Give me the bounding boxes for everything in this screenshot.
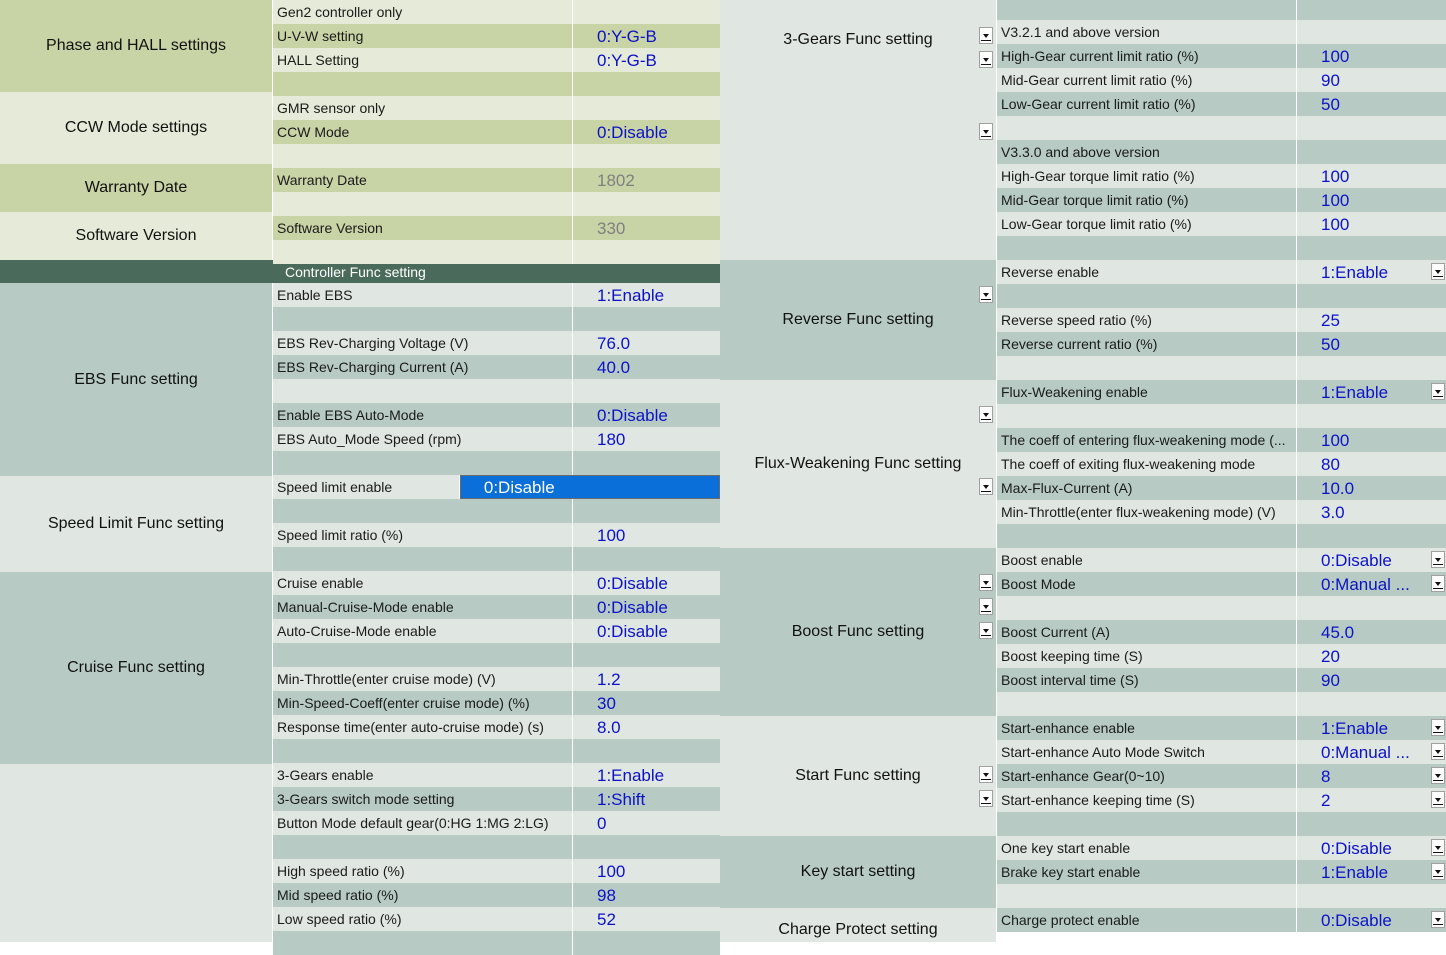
dropdown-arrow-icon[interactable] [1431,575,1445,592]
param-value [1297,116,1446,140]
param-label: U-V-W setting [273,24,573,48]
param-label: HALL Setting [273,48,573,72]
param-select[interactable]: 0:Disable [1321,911,1392,930]
section-label: Charge Protect setting [778,921,938,938]
param-label [273,835,573,859]
param-label: Response time(enter auto-cruise mode) (s) [273,715,573,739]
param-value[interactable]: 90 [1321,71,1340,90]
param-label: Mid-Gear torque limit ratio (%) [997,188,1297,212]
param-label [997,692,1297,716]
param-select[interactable]: 0:Disable [460,475,720,499]
param-row-empty [997,692,1446,716]
param-value [573,0,720,24]
param-row-empty [273,144,720,168]
param-label: 3-Gears enable [273,763,573,787]
param-value [573,240,720,264]
param-label [273,451,573,475]
param-row-manual-cruise-mode-enable [273,595,720,619]
dropdown-arrow-icon[interactable] [979,478,993,495]
dropdown-arrow-icon[interactable] [979,598,993,615]
param-value[interactable]: 100 [1321,167,1350,186]
param-label: Boost interval time (S) [997,668,1297,692]
section-label: 3-Gears Func setting [783,31,933,48]
param-select[interactable]: 1:Enable [1321,383,1389,402]
param-label: Auto-Cruise-Mode enable [273,619,573,643]
dropdown-arrow-icon[interactable] [979,27,993,44]
param-row-empty [997,356,1446,380]
param-value [573,451,720,475]
param-row-min-speed-coeff-enter-cruise-mode [273,691,720,715]
param-row-low-gear-current-limit-ratio [997,92,1446,116]
param-label: Reverse speed ratio (%) [997,308,1297,332]
param-label [273,931,573,955]
param-label: Reverse current ratio (%) [997,332,1297,356]
param-label: EBS Rev-Charging Voltage (V) [273,331,573,355]
section-label: CCW Mode settings [64,119,208,136]
param-row-empty [273,499,720,523]
param-label: Min-Speed-Coeff(enter cruise mode) (%) [273,691,573,715]
param-row-empty [997,236,1446,260]
param-label: Button Mode default gear(0:HG 1:MG 2:LG) [273,811,573,835]
param-label: Enable EBS [273,283,573,307]
param-select[interactable]: 2 [1321,791,1331,810]
param-row-start-enhance-gear-0-10 [997,764,1446,788]
param-row-speed-limit-ratio [273,523,720,547]
param-label: Start-enhance keeping time (S) [997,788,1297,812]
param-value[interactable]: 1.2 [597,670,621,689]
param-label: Speed limit ratio (%) [273,523,573,547]
param-label [273,379,573,403]
param-row-high-speed-ratio [273,859,720,883]
param-label [997,284,1297,308]
param-label: High-Gear torque limit ratio (%) [997,164,1297,188]
param-label: Mid speed ratio (%) [273,883,573,907]
section-start [720,716,997,836]
param-row-empty [273,739,720,763]
param-row-mid-speed-ratio [273,883,720,907]
section-phase-hall [0,0,273,92]
param-label: EBS Auto_Mode Speed (rpm) [273,427,573,451]
header-label: Controller Func setting [285,263,426,280]
param-select[interactable]: 0:Disable [597,406,668,425]
param-row-charge-protect-enable [997,908,1446,932]
param-row-high-gear-current-limit-ratio [997,44,1446,68]
param-row-u-v-w-setting [273,24,720,48]
param-value [573,643,720,667]
param-value[interactable]: 100 [1321,431,1350,450]
param-label: Start-enhance Auto Mode Switch [997,740,1297,764]
param-select[interactable]: 0:Manual ... [1321,575,1410,594]
param-label [997,524,1297,548]
param-label [997,116,1297,140]
param-row-empty [997,812,1446,836]
param-label: Cruise enable [273,571,573,595]
dropdown-arrow-icon[interactable] [1431,839,1445,856]
param-row-v3-2-1-and-above-version [997,20,1446,44]
param-row-ebs-auto-mode-speed-rpm [273,427,720,451]
param-label: Min-Throttle(enter flux-weakening mode) (V) [997,500,1297,524]
param-select[interactable]: 1:Enable [1321,719,1389,738]
param-row-boost-interval-time-s [997,668,1446,692]
param-label: High speed ratio (%) [273,859,573,883]
section-ebs [0,283,273,476]
param-row-ebs-rev-charging-current-a [273,355,720,379]
param-row-enable-ebs [273,283,720,307]
param-select[interactable]: 0:Disable [1321,839,1392,858]
section-label: Software Version [75,227,197,244]
param-value [1297,884,1446,908]
section-three-gears [720,0,997,260]
param-row-start-enhance-enable [997,716,1446,740]
param-value[interactable]: 10.0 [1321,479,1355,498]
dropdown-arrow-icon[interactable] [1431,911,1445,928]
param-row-software-version [273,216,720,240]
param-label [273,144,573,168]
param-row-3-gears-enable [273,763,720,787]
param-value[interactable]: 76.0 [597,334,631,353]
param-label: Mid-Gear current limit ratio (%) [997,68,1297,92]
param-row-boost-mode [997,572,1446,596]
param-select[interactable]: 1:Enable [1321,263,1389,282]
param-label [273,643,573,667]
param-value[interactable]: 25 [1321,311,1340,330]
param-select[interactable]: 0:Disable [597,598,668,617]
param-row-one-key-start-enable [997,836,1446,860]
param-row-response-time-enter-auto-cruise-mode-s [273,715,720,739]
param-value [1297,236,1446,260]
param-label [273,192,573,216]
section-label: Warranty Date [84,179,188,196]
param-value[interactable]: 100 [597,526,626,545]
param-row-the-coeff-of-entering-flux-weakening-mode [997,428,1446,452]
param-label [997,884,1297,908]
param-label: CCW Mode [273,120,573,144]
param-value[interactable]: 100 [1321,191,1350,210]
section-label: Flux-Weakening Func setting [754,455,962,472]
param-row-ebs-rev-charging-voltage-v [273,331,720,355]
param-row-empty [997,404,1446,428]
dropdown-arrow-icon[interactable] [979,286,993,303]
param-row-enable-ebs-auto-mode [273,403,720,427]
param-value [573,931,720,955]
section-cruise [0,572,273,764]
param-label [273,72,573,96]
param-row-empty [273,547,720,571]
param-row-empty [273,931,720,955]
param-row-reverse-current-ratio [997,332,1446,356]
section-label: EBS Func setting [74,370,198,388]
param-value[interactable]: 80 [1321,455,1340,474]
section-label: Reverse Func setting [782,311,934,328]
dropdown-arrow-icon[interactable] [1431,383,1445,400]
param-value[interactable]: 100 [597,862,626,881]
param-value [1297,356,1446,380]
param-row-3-gears-switch-mode-setting [273,787,720,811]
param-value[interactable]: 90 [1321,671,1340,690]
param-row-flux-weakening-enable [997,380,1446,404]
param-value [573,72,720,96]
param-select[interactable]: 8 [1321,767,1331,786]
section-speed-limit [0,476,273,572]
param-row-empty [273,307,720,331]
param-value [1297,20,1446,44]
param-row-ccw-mode [273,120,720,144]
param-label [997,236,1297,260]
param-value[interactable]: 45.0 [1321,623,1355,642]
param-select[interactable]: 0:Manual ... [1321,743,1410,762]
dropdown-arrow-icon[interactable] [1431,719,1445,736]
param-label: Start-enhance enable [997,716,1297,740]
param-row-v3-3-0-and-above-version [997,140,1446,164]
param-label: Boost keeping time (S) [997,644,1297,668]
section-warranty [0,164,273,212]
param-value [573,739,720,763]
param-value [573,307,720,331]
param-value [1297,0,1446,20]
param-row-empty [273,451,720,475]
section-boost [720,548,997,716]
param-row-cruise-enable [273,571,720,595]
param-label: One key start enable [997,836,1297,860]
param-label [997,356,1297,380]
param-row-boost-current-a [997,620,1446,644]
param-label [997,812,1297,836]
param-label [997,0,1297,20]
section-label: Cruise Func setting [67,659,205,676]
param-label: Warranty Date [273,168,573,192]
param-row-brake-key-start-enable [997,860,1446,884]
param-value [1297,284,1446,308]
param-select[interactable]: 0:Disable [1321,551,1392,570]
param-row-start-enhance-auto-mode-switch [997,740,1446,764]
param-value[interactable]: 50 [1321,95,1340,114]
param-select[interactable]: 0:Disable [597,574,668,593]
param-row-mid-gear-current-limit-ratio [997,68,1446,92]
param-value[interactable]: 20 [1321,647,1340,666]
dropdown-arrow-icon[interactable] [979,123,993,140]
param-label: 3-Gears switch mode setting [273,787,573,811]
param-row-low-speed-ratio [273,907,720,931]
param-select[interactable]: 1:Enable [597,766,665,785]
dropdown-arrow-icon[interactable] [1431,743,1445,760]
param-row-empty [273,835,720,859]
dropdown-arrow-icon[interactable] [979,406,993,423]
param-row-reverse-enable [997,260,1446,284]
param-label: Low-Gear torque limit ratio (%) [997,212,1297,236]
param-row-empty [273,379,720,403]
param-row-the-coeff-of-exiting-flux-weakening-mode [997,452,1446,476]
param-label: The coeff of exiting flux-weakening mode [997,452,1297,476]
param-label: The coeff of entering flux-weakening mode (... [997,428,1297,452]
param-select[interactable]: 1:Shift [597,790,646,809]
param-label: Software Version [273,216,573,240]
param-value[interactable]: 100 [1321,47,1350,66]
param-row-start-enhance-keeping-time-s [997,788,1446,812]
param-value [1297,812,1446,836]
param-row-empty [997,116,1446,140]
param-label: V3.3.0 and above version [997,140,1297,164]
param-label: Start-enhance Gear(0~10) [997,764,1297,788]
param-label: Min-Throttle(enter cruise mode) (V) [273,667,573,691]
param-label: Brake key start enable [997,860,1297,884]
section-label: Start Func setting [795,767,921,784]
param-select[interactable]: 0:Y-G-B [597,27,657,46]
param-row-gmr-sensor-only [273,96,720,120]
section-flux-weakening [720,380,997,548]
param-row-warranty-date [273,168,720,192]
param-row-boost-enable [997,548,1446,572]
param-row-empty [997,524,1446,548]
param-label: Flux-Weakening enable [997,380,1297,404]
param-value[interactable]: 98 [597,886,616,905]
param-value [573,499,720,523]
param-value[interactable]: 0 [597,814,607,833]
param-label: V3.2.1 and above version [997,20,1297,44]
dropdown-arrow-icon[interactable] [979,574,993,591]
param-label [997,596,1297,620]
param-value [573,379,720,403]
param-value[interactable]: 180 [597,430,626,449]
dropdown-arrow-icon[interactable] [1431,263,1445,280]
section-ccw-mode [0,92,273,164]
section-software [0,212,273,260]
param-row-empty [273,240,720,264]
param-select[interactable]: 0:Disable [597,622,668,641]
param-select[interactable]: 1:Enable [1321,863,1389,882]
param-label [273,739,573,763]
param-row-min-throttle-enter-flux-weakening-mode-v [997,500,1446,524]
param-value[interactable]: 100 [1321,215,1350,234]
param-label: Charge protect enable [997,908,1297,932]
param-label [997,404,1297,428]
dropdown-arrow-icon[interactable] [1431,767,1445,784]
param-value [573,96,720,120]
param-label: GMR sensor only [273,96,573,120]
param-select[interactable]: 1:Enable [597,286,665,305]
param-label: Speed limit enable [273,475,460,499]
param-label: Boost Current (A) [997,620,1297,644]
param-label: Boost enable [997,548,1297,572]
param-value[interactable]: 52 [597,910,616,929]
param-value[interactable]: 3.0 [1321,503,1345,522]
section-label: Boost Func setting [791,623,925,640]
param-row-empty [997,284,1446,308]
param-value[interactable]: 40.0 [597,358,631,377]
param-value[interactable]: 1802 [597,171,635,190]
param-row-speed-limit-enable [273,475,720,499]
param-row-empty [997,0,1446,20]
param-value [1297,692,1446,716]
param-value [573,835,720,859]
param-row-empty [997,596,1446,620]
param-label [273,240,573,264]
param-label: Boost Mode [997,572,1297,596]
param-row-mid-gear-torque-limit-ratio [997,188,1446,212]
param-row-reverse-speed-ratio [997,308,1446,332]
section-label: Key start setting [800,863,916,880]
param-label: Low-Gear current limit ratio (%) [997,92,1297,116]
param-row-high-gear-torque-limit-ratio [997,164,1446,188]
param-label [273,499,573,523]
param-value [573,192,720,216]
param-value[interactable]: 30 [597,694,616,713]
param-value [1297,524,1446,548]
section-key-start [720,836,997,908]
section-label: Phase and HALL settings [46,37,226,54]
param-label: Reverse enable [997,260,1297,284]
section-reverse [720,260,997,380]
param-value [1297,404,1446,428]
dropdown-arrow-icon[interactable] [979,622,993,639]
section-charge-protect [720,908,997,942]
dropdown-arrow-icon[interactable] [979,51,993,68]
param-row-min-throttle-enter-cruise-mode-v [273,667,720,691]
param-label: EBS Rev-Charging Current (A) [273,355,573,379]
param-row-empty [273,643,720,667]
param-value [573,547,720,571]
section-gears-left [0,764,273,942]
param-label: Manual-Cruise-Mode enable [273,595,573,619]
param-row-max-flux-current-a [997,476,1446,500]
section-label: Speed Limit Func setting [47,515,225,532]
dropdown-arrow-icon[interactable] [1431,791,1445,808]
param-label: Max-Flux-Current (A) [997,476,1297,500]
param-value [1297,596,1446,620]
param-row-empty [997,884,1446,908]
param-select[interactable]: 0:Y-G-B [597,51,657,70]
dropdown-arrow-icon[interactable] [979,790,993,807]
param-value[interactable]: 8.0 [597,718,621,737]
param-value [573,144,720,168]
param-value [1297,140,1446,164]
param-label [273,547,573,571]
param-value[interactable]: 50 [1321,335,1340,354]
param-row-boost-keeping-time-s [997,644,1446,668]
param-label [273,307,573,331]
param-select[interactable]: 0:Disable [597,123,668,142]
param-row-gen2-controller-only [273,0,720,24]
param-value[interactable]: 330 [597,219,626,238]
param-label: Enable EBS Auto-Mode [273,403,573,427]
param-label: Gen2 controller only [273,0,573,24]
param-row-empty [273,192,720,216]
dropdown-arrow-icon[interactable] [1431,551,1445,568]
param-row-hall-setting [273,48,720,72]
param-row-empty [273,72,720,96]
param-row-button-mode-default-gear-0-hg-1-mg-2-lg [273,811,720,835]
param-row-auto-cruise-mode-enable [273,619,720,643]
dropdown-arrow-icon[interactable] [979,766,993,783]
dropdown-arrow-icon[interactable] [1431,863,1445,880]
param-label: Low speed ratio (%) [273,907,573,931]
param-row-low-gear-torque-limit-ratio [997,212,1446,236]
param-label: High-Gear current limit ratio (%) [997,44,1297,68]
